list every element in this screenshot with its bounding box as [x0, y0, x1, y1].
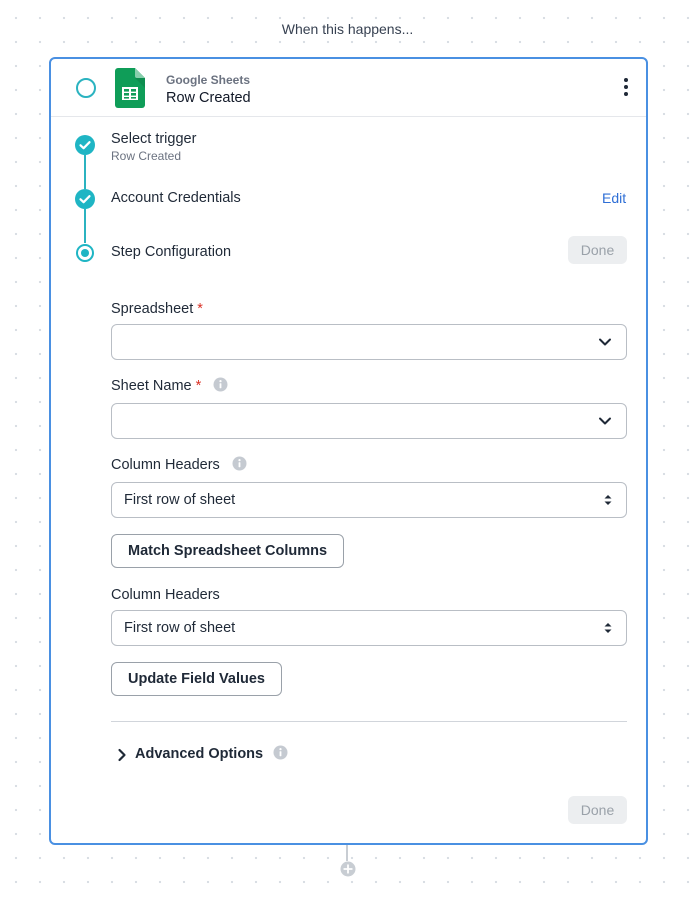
- match-spreadsheet-columns-button[interactable]: Match Spreadsheet Columns: [111, 534, 344, 568]
- sheet-name-label: [111, 377, 228, 394]
- done-button-bottom[interactable]: Done: [568, 796, 627, 824]
- flow-header-label: When this happens...: [281, 21, 414, 37]
- add-step-plus-icon[interactable]: [340, 861, 356, 877]
- advanced-options-label: Advanced Options: [135, 746, 264, 762]
- step-complete-check-icon: [75, 135, 95, 155]
- card-header[interactable]: [51, 59, 646, 117]
- sheet-name-label-text: Sheet Name: [111, 378, 192, 394]
- spreadsheet-label: [111, 301, 203, 317]
- step-title-account-credentials[interactable]: Account Credentials: [111, 190, 241, 206]
- column-headers-label-text: Column Headers: [111, 457, 220, 473]
- google-sheets-icon: [115, 68, 145, 108]
- more-options-icon[interactable]: [619, 76, 633, 98]
- spreadsheet-label-text: Spreadsheet: [111, 301, 194, 317]
- chevron-down-icon: [598, 415, 612, 427]
- column-headers-label: [111, 456, 247, 473]
- column-headers-select[interactable]: [111, 482, 627, 518]
- chevron-down-icon: [598, 336, 612, 348]
- column-headers-label-2: Column Headers: [111, 587, 220, 603]
- timeline-line: [84, 209, 86, 243]
- spreadsheet-select[interactable]: [111, 324, 627, 360]
- info-icon[interactable]: [213, 377, 228, 392]
- step-title-step-configuration[interactable]: Step Configuration: [111, 244, 232, 260]
- sort-updown-icon: [603, 493, 613, 507]
- timeline-line: [84, 155, 86, 189]
- done-button-top[interactable]: Done: [568, 236, 627, 264]
- step-subtitle: Row Created: [111, 149, 182, 163]
- trigger-card: [49, 57, 648, 845]
- trigger-name: Row Created: [166, 90, 251, 106]
- flow-connector-line: [346, 845, 348, 861]
- info-icon[interactable]: [273, 745, 288, 760]
- step-current-icon: [76, 244, 94, 262]
- required-marker: *: [197, 301, 203, 317]
- column-headers-value: First row of sheet: [124, 492, 236, 508]
- step-status-circle-icon: [76, 78, 96, 98]
- sheet-name-select[interactable]: [111, 403, 627, 439]
- divider: [111, 721, 627, 722]
- sort-updown-icon: [603, 621, 613, 635]
- column-headers-select-2[interactable]: [111, 610, 627, 646]
- app-name: Google Sheets: [166, 73, 251, 87]
- update-field-values-button[interactable]: Update Field Values: [111, 662, 282, 696]
- step-title-select-trigger[interactable]: Select trigger: [111, 131, 197, 147]
- edit-credentials-link[interactable]: Edit: [602, 190, 627, 206]
- required-marker: *: [195, 378, 202, 394]
- info-icon[interactable]: [232, 456, 247, 471]
- step-complete-check-icon: [75, 189, 95, 209]
- column-headers-value-2: First row of sheet: [124, 620, 236, 636]
- chevron-right-icon: [117, 748, 127, 762]
